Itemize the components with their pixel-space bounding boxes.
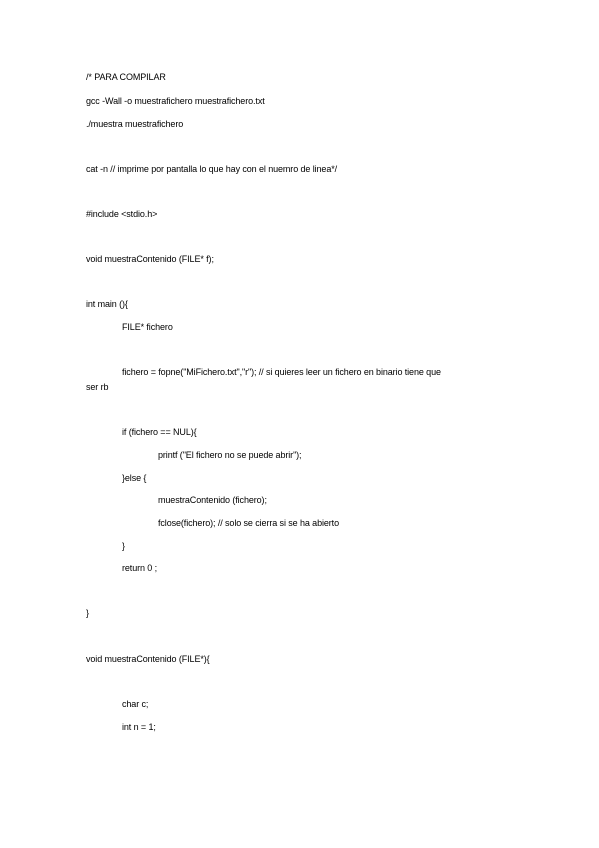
code-line-20: char c; bbox=[122, 699, 149, 709]
code-line-3: ./muestra muestrafichero bbox=[86, 119, 184, 129]
code-line-9: fichero = fopne("MiFichero.txt","r"); // si quieres leer un fichero en binario tiene que bbox=[122, 367, 441, 377]
code-line-17: return 0 ; bbox=[122, 563, 158, 573]
code-line-10: ser rb bbox=[86, 382, 109, 392]
code-line-11: if (fichero == NUL){ bbox=[122, 427, 197, 437]
code-line-6: void muestraContenido (FILE* f); bbox=[86, 254, 214, 264]
code-line-7: int main (){ bbox=[86, 299, 128, 309]
code-line-1: /* PARA COMPILAR bbox=[86, 72, 166, 82]
code-line-12: printf ("El fichero no se puede abrir"); bbox=[158, 450, 302, 460]
code-line-21: int n = 1; bbox=[122, 722, 156, 732]
code-line-5: #include <stdio.h> bbox=[86, 209, 158, 219]
code-line-19: void muestraContenido (FILE*){ bbox=[86, 654, 210, 664]
code-line-18: } bbox=[86, 608, 89, 618]
code-line-8: FILE* fichero bbox=[122, 322, 173, 332]
code-line-4: cat -n // imprime por pantalla lo que hay con el nuemro de linea*/ bbox=[86, 164, 338, 174]
code-line-16: } bbox=[122, 541, 125, 551]
code-line-14: muestraContenido (fichero); bbox=[158, 495, 267, 505]
code-line-13: }else { bbox=[122, 473, 147, 483]
code-line-2: gcc -Wall -o muestrafichero muestrafichero.txt bbox=[86, 96, 265, 106]
code-line-15: fclose(fichero); // solo se cierra si se ha abierto bbox=[158, 518, 339, 528]
